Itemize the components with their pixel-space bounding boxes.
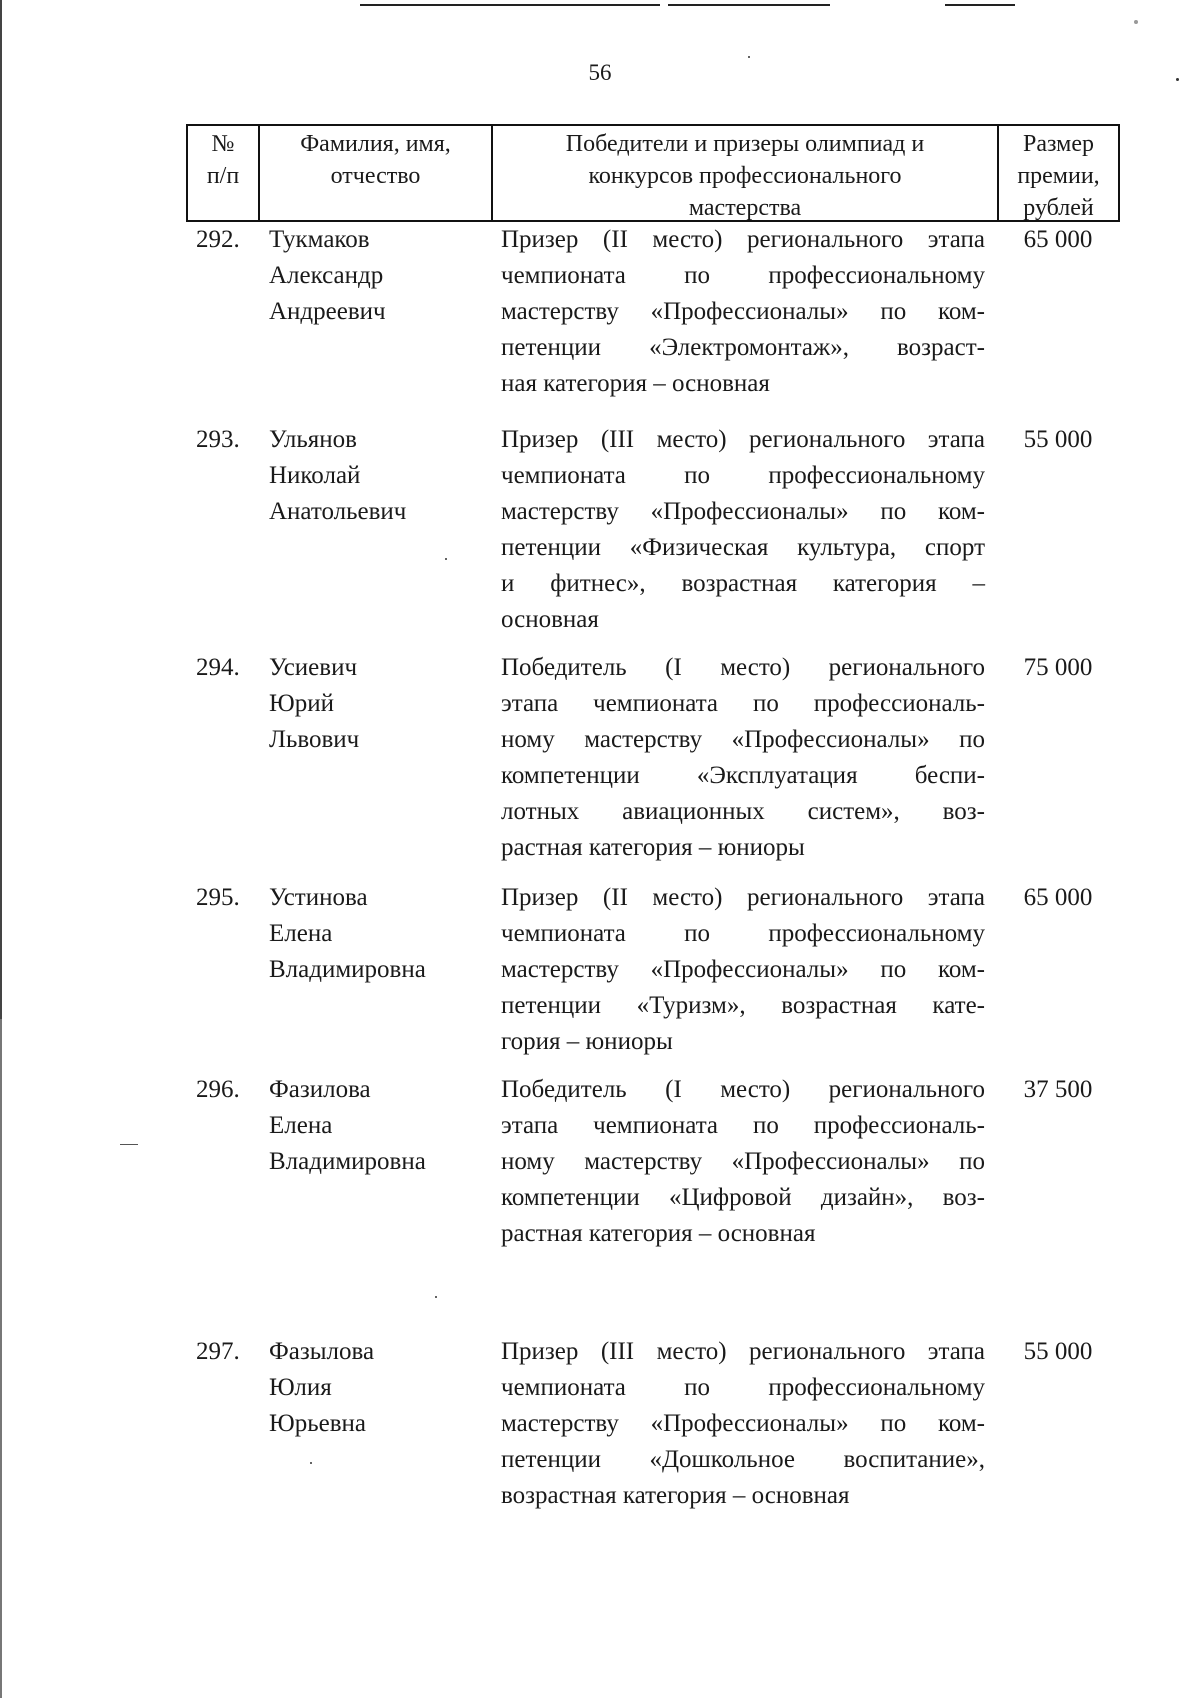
- header-text: Фамилия, имя,: [300, 131, 451, 157]
- patronymic: Владимировна: [269, 1148, 426, 1175]
- award-amount: 55 000: [1023, 426, 1093, 453]
- header-award-amount: [999, 126, 1118, 220]
- first-name: Александр: [269, 262, 384, 289]
- person-name: [269, 422, 489, 530]
- desc-line: чемпионата по профессиональному: [501, 920, 985, 947]
- table-header: [186, 124, 1120, 222]
- first-name: Юлия: [269, 1374, 332, 1401]
- desc-line: основная: [501, 606, 599, 633]
- header-text: №: [211, 131, 235, 157]
- desc-line: мастерству «Профессионалы» по ком-: [501, 956, 985, 983]
- surname: Фазилова: [269, 1076, 371, 1103]
- header-text: конкурсов профессионального: [588, 163, 902, 189]
- desc-line: чемпионата по профессиональному: [501, 1374, 985, 1401]
- header-text: рублей: [1023, 195, 1094, 220]
- patronymic: Анатольевич: [269, 498, 407, 525]
- page-number: 56: [588, 60, 612, 85]
- award-amount: 65 000: [1023, 884, 1093, 911]
- achievement-description: [501, 1334, 985, 1514]
- desc-line: возрастная категория – основная: [501, 1482, 850, 1509]
- header-number: [188, 126, 260, 220]
- row-number: 295.: [196, 884, 240, 911]
- achievement-description: [501, 880, 985, 1060]
- desc-line: Призер (II место) регионального этапа: [501, 226, 985, 253]
- first-name: Елена: [269, 1112, 333, 1139]
- achievement-description: [501, 422, 985, 638]
- desc-line: мастерству «Профессионалы» по ком-: [501, 1410, 985, 1437]
- desc-line: ная категория – основная: [501, 370, 770, 397]
- row-number: 296.: [196, 1076, 240, 1103]
- desc-line: мастерству «Профессионалы» по ком-: [501, 498, 985, 525]
- desc-line: Победитель (I место) регионального: [501, 654, 985, 681]
- desc-line: растная категория – юниоры: [501, 834, 805, 861]
- row-number: 293.: [196, 426, 240, 453]
- scan-speck: [310, 1462, 312, 1464]
- desc-line: петенции «Электромонтаж», возраст-: [501, 334, 985, 361]
- desc-line: чемпионата по профессиональному: [501, 262, 985, 289]
- header-text: п/п: [206, 163, 240, 189]
- scan-left-edge: [0, 0, 2, 1698]
- desc-line: компетенции «Цифровой дизайн», воз-: [501, 1184, 985, 1211]
- desc-line: этапа чемпионата по профессиональ-: [501, 1112, 985, 1139]
- award-amount: 75 000: [1023, 654, 1093, 681]
- desc-line: мастерству «Профессионалы» по ком-: [501, 298, 985, 325]
- desc-line: петенции «Физическая культура, спорт: [501, 534, 985, 561]
- scan-speck: [435, 1296, 437, 1298]
- desc-line: лотных авиационных систем», воз-: [501, 798, 985, 825]
- scan-top-line: [668, 4, 830, 6]
- header-full-name: [260, 126, 493, 220]
- scan-top-line: [945, 4, 1015, 6]
- desc-line: ному мастерству «Профессионалы» по: [501, 726, 985, 753]
- header-text: премии,: [1017, 163, 1100, 189]
- achievement-description: [501, 1072, 985, 1252]
- person-name: [269, 222, 489, 330]
- achievement-description: [501, 650, 985, 866]
- award-amount: 65 000: [1023, 226, 1093, 253]
- scan-speck: [445, 558, 447, 560]
- scan-top-line: [360, 4, 660, 6]
- first-name: Николай: [269, 462, 361, 489]
- person-name: [269, 1334, 489, 1442]
- scan-speck: [1134, 20, 1138, 24]
- scan-mark: [120, 1144, 138, 1145]
- row-number: 297.: [196, 1338, 240, 1365]
- desc-line: Призер (III место) регионального этапа: [501, 426, 985, 453]
- desc-line: петенции «Туризм», возрастная кате-: [501, 992, 985, 1019]
- surname: Фазылова: [269, 1338, 375, 1365]
- award-amount: 37 500: [1023, 1076, 1093, 1103]
- row-number: 292.: [196, 226, 240, 253]
- desc-line: и фитнес», возрастная категория –: [501, 570, 985, 597]
- desc-line: чемпионата по профессиональному: [501, 462, 985, 489]
- patronymic: Владимировна: [269, 956, 426, 983]
- desc-line: Призер (II место) регионального этапа: [501, 884, 985, 911]
- achievement-description: [501, 222, 985, 402]
- person-name: [269, 880, 489, 988]
- header-text: мастерства: [688, 195, 802, 220]
- surname: Тукмаков: [269, 226, 370, 253]
- person-name: [269, 1072, 489, 1180]
- desc-line: петенции «Дошкольное воспитание»,: [501, 1446, 985, 1473]
- first-name: Елена: [269, 920, 333, 947]
- desc-line: этапа чемпионата по профессиональ-: [501, 690, 985, 717]
- header-text: Победители и призеры олимпиад и: [565, 131, 925, 157]
- scan-speck: [748, 56, 750, 58]
- patronymic: Львович: [269, 726, 360, 753]
- patronymic: Юрьевна: [269, 1410, 366, 1437]
- desc-line: компетенции «Эксплуатация беспи-: [501, 762, 985, 789]
- desc-line: ному мастерству «Профессионалы» по: [501, 1148, 985, 1175]
- surname: Усиевич: [269, 654, 358, 681]
- first-name: Юрий: [269, 690, 334, 717]
- desc-line: Призер (III место) регионального этапа: [501, 1338, 985, 1365]
- header-achievement: [493, 126, 999, 220]
- surname: Устинова: [269, 884, 368, 911]
- header-text: отчество: [330, 163, 421, 189]
- desc-line: гория – юниоры: [501, 1028, 673, 1055]
- desc-line: растная категория – основная: [501, 1220, 816, 1247]
- header-text: Размер: [1023, 131, 1094, 157]
- row-number: 294.: [196, 654, 240, 681]
- desc-line: Победитель (I место) регионального: [501, 1076, 985, 1103]
- patronymic: Андреевич: [269, 298, 386, 325]
- award-amount: 55 000: [1023, 1338, 1093, 1365]
- surname: Ульянов: [269, 426, 357, 453]
- person-name: [269, 650, 489, 758]
